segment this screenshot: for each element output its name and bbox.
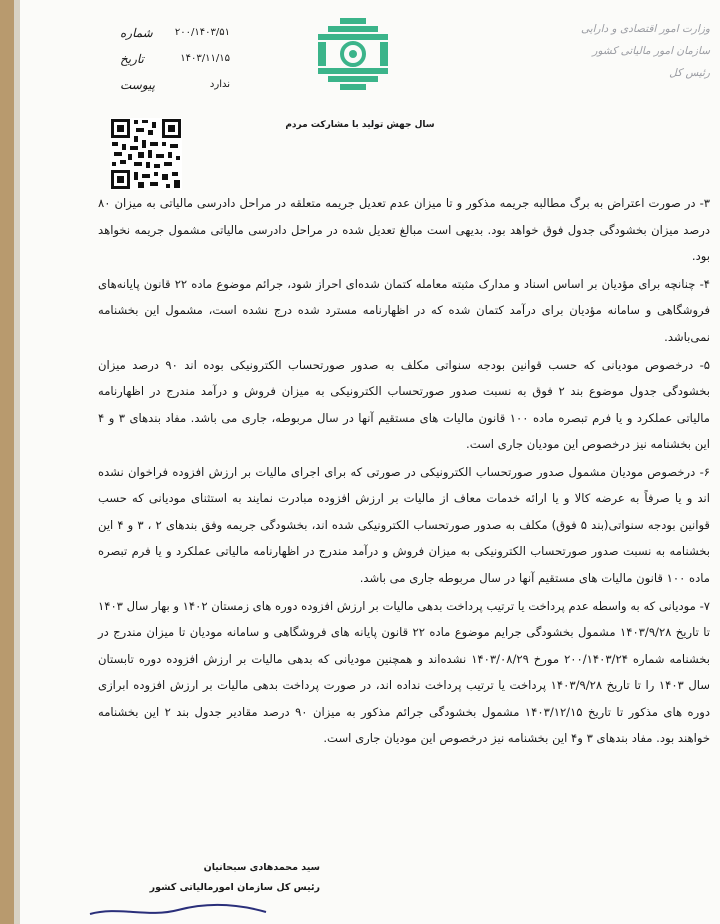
clause-3: ۳- در صورت اعتراض به برگ مطالبه جریمه مذکور و تا میزان عدم تعدیل جریمه متعلقه در مراحل دادرسی مالیاتی به میزان ۸۰ درصد میزان بخشودگی جدول فوق خواهد بود. بدیهی است مبالغ تعدیل شده در مراحل دادرسی مالیاتی مشمول جریمه نخواهد بود. [98,196,710,263]
letter-number-row [120,20,230,46]
letter-date-row [120,46,230,72]
letter-date-value: ۱۴۰۳/۱۱/۱۵ [180,53,230,64]
page-edge-shadow [14,0,20,924]
signature-block [110,858,320,898]
clause-7: ۷- مودیانی که به واسطه عدم پرداخت یا ترتیب پرداخت بدهی مالیات بر ارزش افزوده دوره های زمستان ۱۴۰۲ و بهار سال ۱۴۰۳ تا تاریخ ۱۴۰۳/۹/۲۸ مشمول بخشودگی جرایم موضوع ماده ۲۲ قانون پایانه های فروشگاهی و سامانه مودیان تا میزان مندرج در بخشنامه شماره ۲۰۰/۱۴۰۳/۲۴ مورخ ۱۴۰۳/۰۸/۲۹ نشده‌اند و همچنین مودیانی که بدهی مالیات بر ارزش افزوده دوره تابستان سال ۱۴۰۳ را تا تاریخ ۱۴۰۳/۹/۲۸ پرداخت یا ترتیب پرداخت نداده اند، در صورت پرداخت بدهی مالیات بر ارزش افزوده ابرازی دوره های مذکور تا تاریخ ۱۴۰۳/۱۲/۱۵ مشمول بخشودگی جرائم مذکور به میزان ۹۰ درصد مقادیر جدول بند ۲ این بخشنامه خواهند بود. مفاد بندهای ۳ و۴ این بخشنامه نیز درخصوص این مودیان جاری است. [98,598,711,746]
clause-6: ۶- درخصوص مودیان مشمول صدور صورتحساب الکترونیکی در صورتی که برای اجرای مالیات بر ارزش افزوده فراخوان نشده اند و یا صرفاً به عرضه کالا و یا ارائه خدمات معاف از مالیات بر ارزش افزوده مبادرت نمایند به استثنای مودیانی که حسب قوانین بودجه سنواتی(بند ۵ فوق) مکلف به صدور صورتحساب الکترونیکی شده اند، بخشودگی جریمه وفق بندهای ۲ ، ۳ و ۴ این بخشنامه به نسبت صدور صورتحساب الکترونیکی به میزان فروش و درآمد مندرج در اظهارنامه مالیاتی عملکرد و یا فرم تبصره ماده ۱۰۰ قانون مالیات های مستقیم آنها در سال مربوطه جاری می باشد. [98,464,710,585]
letter-date-label: تاریخ [120,52,144,66]
office-line: رئیس کل [669,67,710,79]
letter-attachment-row [120,72,230,98]
organization-line: سازمان امور مالیاتی کشور [592,45,710,57]
letter-page [14,0,720,924]
handwritten-signature [88,900,268,920]
letter-meta [120,20,230,98]
signatory-name: سید محمدهادی سبحانیان [203,862,320,873]
clause-4: ۴- چنانچه برای مؤدیان بر اساس اسناد و مدارک مثبته معامله کتمان شده‌ای احراز شود، جرائم موضوع ماده ۲۲ قانون پایانه‌های فروشگاهی و سامانه مؤدیان برای درآمد کتمان شده که در اظهارنامه مسترد شده درج نشده است، مشمول این بخشنامه نمی‌باشد. [98,276,710,344]
letter-body [98,190,710,753]
ministry-line: وزارت امور اقتصادی و دارایی [580,23,710,35]
clause-5: ۵- درخصوص مودیانی که حسب قوانین بودجه سنواتی مکلف به صدور صورتحساب الکترونیکی بوده اند ۹۰ درصد میزان بخشودگی جدول موضوع بند ۲ فوق به نسبت صدور صورتحساب الکترونیکی به میزان فروش و درآمد مندرج در اظهارنامه مالیاتی عملکرد و یا فرم تبصره ماده ۱۰۰ قانون مالیات های مستقیم آنها در سال مربوطه، جاری می باشد. مفاد بندهای ۳ و ۴ این بخشنامه نیز درخصوص این مودیان جاری است. [98,357,711,452]
tax-organization-logo [318,18,388,90]
qr-code[interactable] [110,118,182,190]
signatory-title: رئیس کل سازمان امورمالیاتی کشور [149,882,320,893]
year-motto: سال جهش تولید با مشارکت مردم [285,120,435,130]
letter-number-label: شماره [120,26,153,40]
letter-number-value: ۲۰۰/۱۴۰۳/۵۱ [174,27,230,38]
letter-attachment-label: پیوست [120,78,155,92]
letter-attachment-value: ندارد [209,79,230,90]
ministry-header [534,18,710,84]
